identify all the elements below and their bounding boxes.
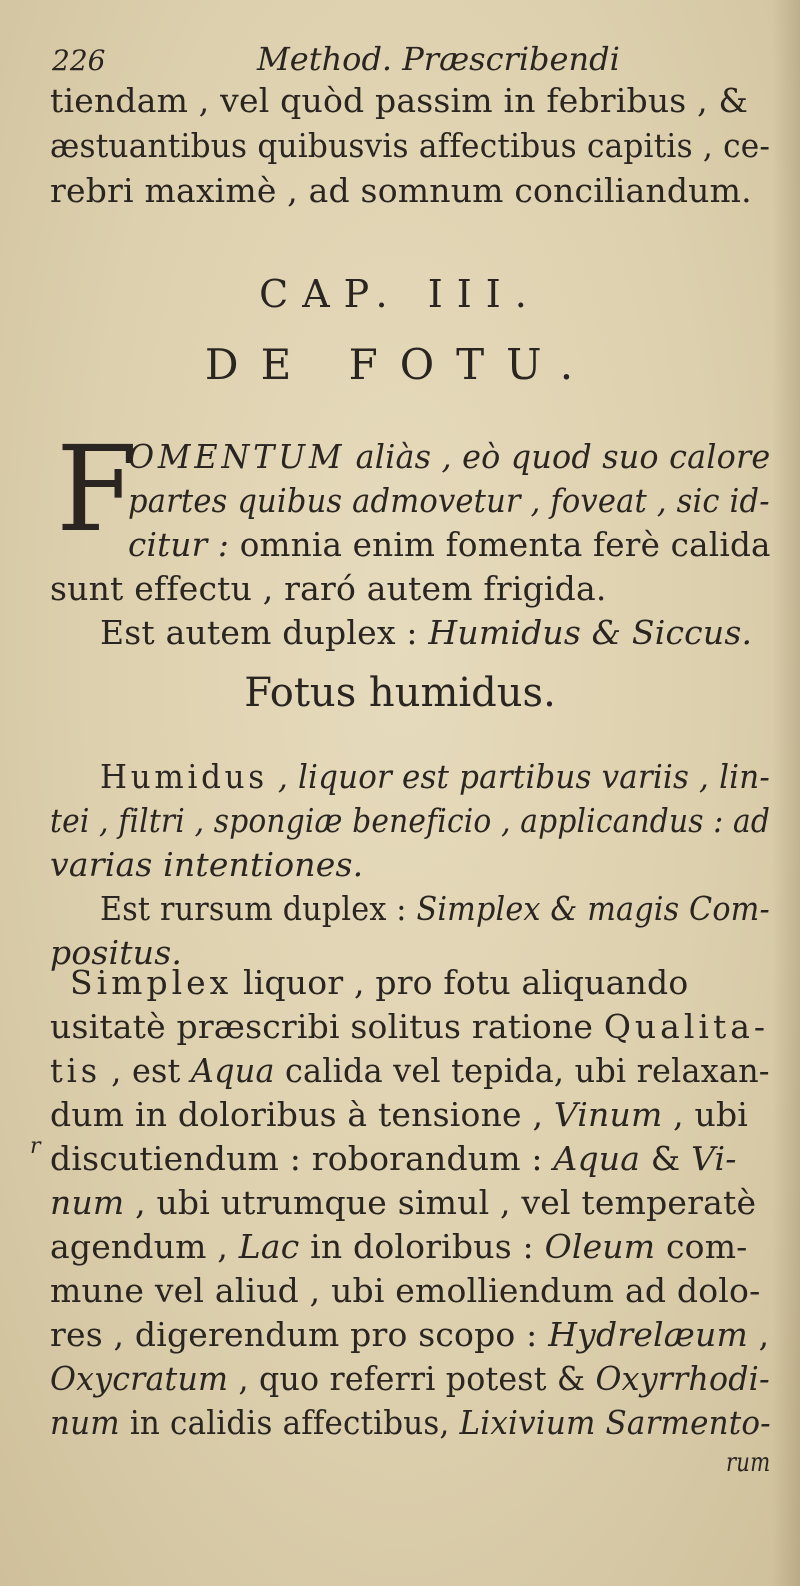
- simplex-line-8: [50, 1271, 761, 1310]
- fomentum-line-3-italic: citur :: [128, 525, 230, 564]
- simplex-line-5-part-2: Aqua: [553, 1139, 641, 1178]
- simplex-line-6-part-2: , ubi utrumque simul , vel temperatè: [124, 1183, 757, 1222]
- margin-mark: r: [30, 1134, 41, 1159]
- simplex-line-10-part-2: , quo referri potest &: [228, 1359, 596, 1398]
- simplex-line-1: [70, 963, 689, 1002]
- humidus-line-2: tei , filtri , spongiæ beneficio , applicandus : ad: [50, 801, 771, 840]
- simplex-line-2: [50, 1007, 770, 1046]
- humidus-line-1: [100, 757, 770, 796]
- simplex-line-12: [726, 1450, 770, 1476]
- simplex-line-10-part-1: Oxycratum: [50, 1359, 229, 1398]
- simplex-line-5-part-3: &: [640, 1139, 692, 1178]
- humidus-line-4-italic: Simplex & magis Com-: [416, 889, 770, 928]
- cap-label: CAP.: [259, 272, 402, 316]
- simplex-line-4-part-2: Vinum: [553, 1095, 663, 1134]
- humidus-line-4-plain: Est rursum duplex :: [100, 889, 407, 928]
- simplex-line-4: [50, 1095, 749, 1134]
- simplex-line-10: [50, 1359, 770, 1398]
- simplex-line-6-part-1: num: [50, 1183, 125, 1222]
- humidus-line-5: positus.: [50, 933, 183, 972]
- drop-cap: F: [56, 420, 138, 558]
- simplex-line-1-part-2: liquor , pro fotu aliquando: [232, 963, 689, 1002]
- simplex-line-5: [50, 1139, 737, 1178]
- simplex-line-7-part-4: Oleum: [544, 1227, 656, 1266]
- fomentum-line-1: [128, 437, 771, 476]
- simplex-line-2-part-2: Qualita-: [603, 1007, 770, 1046]
- intro-line-3: rebri maximè , ad somnum conciliandum.: [50, 171, 752, 210]
- simplex-line-9-part-3: ,: [747, 1315, 770, 1354]
- intro-line-2: æstuantibus quibusvis affectibus capitis , ce-: [50, 126, 771, 165]
- fomentum-line-4: sunt effectu , raró autem frigida.: [50, 569, 607, 608]
- simplex-line-3: [50, 1051, 770, 1090]
- simplex-line-11: [50, 1403, 771, 1442]
- humidus-line-1-rest: , liquor est partibus variis , lin-: [277, 757, 770, 796]
- simplex-line-7-part-2: Lac: [238, 1227, 300, 1266]
- simplex-line-11-part-1: num: [50, 1403, 120, 1442]
- fomentum-line-2: partes quibus admovetur , foveat , sic id-: [128, 481, 770, 520]
- simplex-line-11-part-3: Lixivium Sarmento-: [459, 1403, 771, 1442]
- simplex-line-9: [50, 1315, 770, 1354]
- chapter-subject: DE FOTU.: [204, 340, 596, 389]
- simplex-line-3-part-2: , est: [100, 1051, 191, 1090]
- intro-line-1: tiendam , vel quòd passim in febribus , &: [50, 81, 749, 120]
- simplex-line-7-part-3: in doloribus :: [299, 1227, 545, 1266]
- humidus-word: Humidus: [100, 757, 268, 796]
- simplex-line-3-part-3: Aqua: [190, 1051, 275, 1090]
- simplex-line-12-part-1: rum: [726, 1448, 771, 1478]
- fomentum-line-3: [128, 525, 771, 564]
- simplex-line-7: [50, 1227, 748, 1266]
- fomentum-line-5-plain: Est autem duplex :: [100, 613, 418, 652]
- simplex-line-4-part-1: dum in doloribus à tensione ,: [50, 1095, 554, 1134]
- fomentum-line-5-italic: Humidus & Siccus.: [428, 613, 753, 652]
- simplex-line-3-part-1: tis: [50, 1051, 101, 1090]
- simplex-line-7-part-1: agendum ,: [50, 1227, 239, 1266]
- simplex-line-10-part-3: Oxyrrhodi-: [595, 1359, 770, 1398]
- fomentum-line-3-rest: omnia enim fomenta ferè calida: [239, 525, 771, 564]
- simplex-line-2-part-1: usitatè præscribi solitus ratione: [50, 1007, 604, 1046]
- simplex-line-6: [50, 1183, 757, 1222]
- simplex-line-9-part-1: res , digerendum pro scopo :: [50, 1315, 549, 1354]
- humidus-line-3: varias intentiones.: [50, 845, 364, 884]
- simplex-line-7-part-5: com-: [655, 1227, 748, 1266]
- simplex-line-11-part-2: in calidis affectibus,: [119, 1403, 460, 1442]
- fomentum-line-1-rest: aliàs , eò quod suo calore: [355, 437, 771, 476]
- simplex-line-5-part-4: Vi-: [691, 1139, 737, 1178]
- fomentum-line-5: [100, 613, 753, 652]
- cap-number: III.: [427, 272, 541, 316]
- section-heading: Fotus humidus.: [244, 670, 556, 716]
- page-number: 226: [52, 44, 106, 77]
- simplex-line-4-part-3: , ubi: [662, 1095, 749, 1134]
- humidus-line-4: [100, 889, 770, 928]
- page-gutter-shadow: [772, 0, 800, 1586]
- simplex-line-9-part-2: Hydrelæum: [548, 1315, 748, 1354]
- running-title: Method. Præscribendi: [257, 40, 620, 78]
- simplex-line-3-part-4: calida vel tepida, ubi relaxan-: [274, 1051, 770, 1090]
- simplex-line-1-part-1: Simplex: [70, 963, 233, 1002]
- simplex-line-8-part-1: mune vel aliud , ubi emolliendum ad dolo-: [50, 1271, 761, 1310]
- chapter-label: [0, 272, 800, 316]
- simplex-line-5-part-1: discutiendum : roborandum :: [50, 1139, 554, 1178]
- fomentum-word: OMENTUM: [128, 437, 346, 476]
